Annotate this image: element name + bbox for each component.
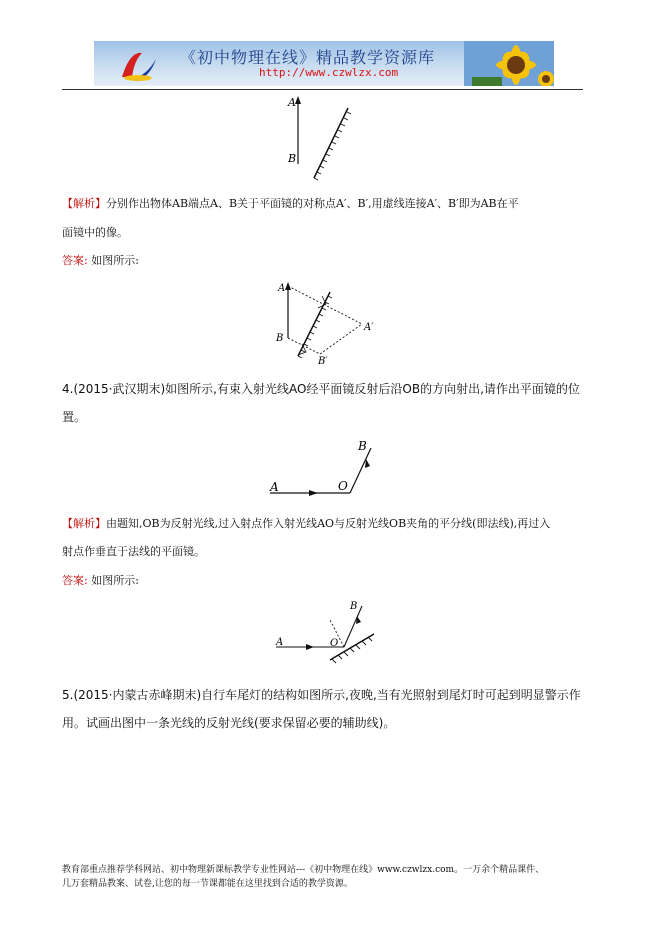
construction-lines [288,286,362,354]
arrow-head-icon [309,490,318,496]
figure-object-and-mirror [280,92,360,184]
banner-title: 《初中物理在线》精品教学资源库 [180,48,436,67]
reflected-ray [344,606,362,647]
arrow-head-icon [306,644,314,650]
answer-1 [62,254,139,268]
question-4-line-1 [62,380,580,397]
mirror-hatching [314,112,351,180]
header-divider [62,89,583,90]
question-5-line-2: 用。试画出图中一条光线的反射光线(要求保留必要的辅助线)。 [62,716,396,730]
answer-4 [62,574,139,588]
label-o: O [330,638,339,649]
analysis-text: 由题知,OB为反射光线,过入射点作入射光线AO与反射光线OB夹角的平分线(即法线),再过入 [106,517,551,530]
analysis-4-line-2: 射点作垂直于法线的平面镜。 [62,545,205,558]
question-5-line-1 [62,686,581,703]
answer-tag: 答案: [62,254,88,267]
label-a: A [278,283,286,294]
analysis-tag: 【解析】 [62,197,106,210]
label-b: B [288,152,297,165]
label-a-prime: A′ [364,322,374,333]
label-a: A [270,480,279,494]
analysis-tag: 【解析】 [62,517,106,530]
footer-line-2: 几万套精品教案、试卷,让您的每一节课都能在这里找到合适的教学资源。 [62,879,353,889]
answer-text: 如图所示: [91,574,139,587]
analysis-4-line-1 [62,517,550,531]
label-b: B [358,439,367,453]
question-number: 4. [62,382,74,396]
header-banner [94,41,554,86]
question-text: (2015·武汉期末)如图所示,有束入射光线AO经平面镜反射后沿OB的方向射出,请作出平面镜的位 [73,382,580,396]
banner-url: http://www.czwlzx.com [259,66,399,79]
footer-line-1: 教育部重点推荐学科网站、初中物理新课标教学专业性网站---《初中物理在线》www.czwlzx.com。一万余个精品课件、 [62,865,545,875]
analysis-text: 分别作出物体AB端点A、B关于平面镜的对称点A′、B′,用虚线连接A′、B′即为AB在平 [106,197,519,210]
label-b-prime: B′ [318,356,328,367]
label-b: B [276,333,284,344]
figure-image-construction [270,278,380,370]
label-a: A [288,96,296,109]
figure-mirror-placement [268,598,384,666]
analysis-1-line-2: 面镜中的像。 [62,226,128,239]
label-o: O [338,479,348,493]
figure-incident-reflected-rays [262,436,382,502]
plane-mirror [314,108,348,178]
right-angle-mark [318,296,326,308]
label-b: B [350,601,358,612]
reflected-ray [350,448,371,493]
analysis-1-line-1 [62,197,519,211]
site-logo [116,47,160,83]
question-4-line-2: 置。 [62,410,87,424]
answer-tag: 答案: [62,574,88,587]
label-a: A [276,637,284,648]
question-text: (2015·内蒙古赤峰期末)自行车尾灯的结构如图所示,夜晚,当有光照射到尾灯时可起到明显警示作 [73,688,581,702]
answer-text: 如图所示: [91,254,139,267]
question-number: 5. [62,688,74,702]
page-footer [62,863,544,891]
sunflower-picture [464,41,554,86]
